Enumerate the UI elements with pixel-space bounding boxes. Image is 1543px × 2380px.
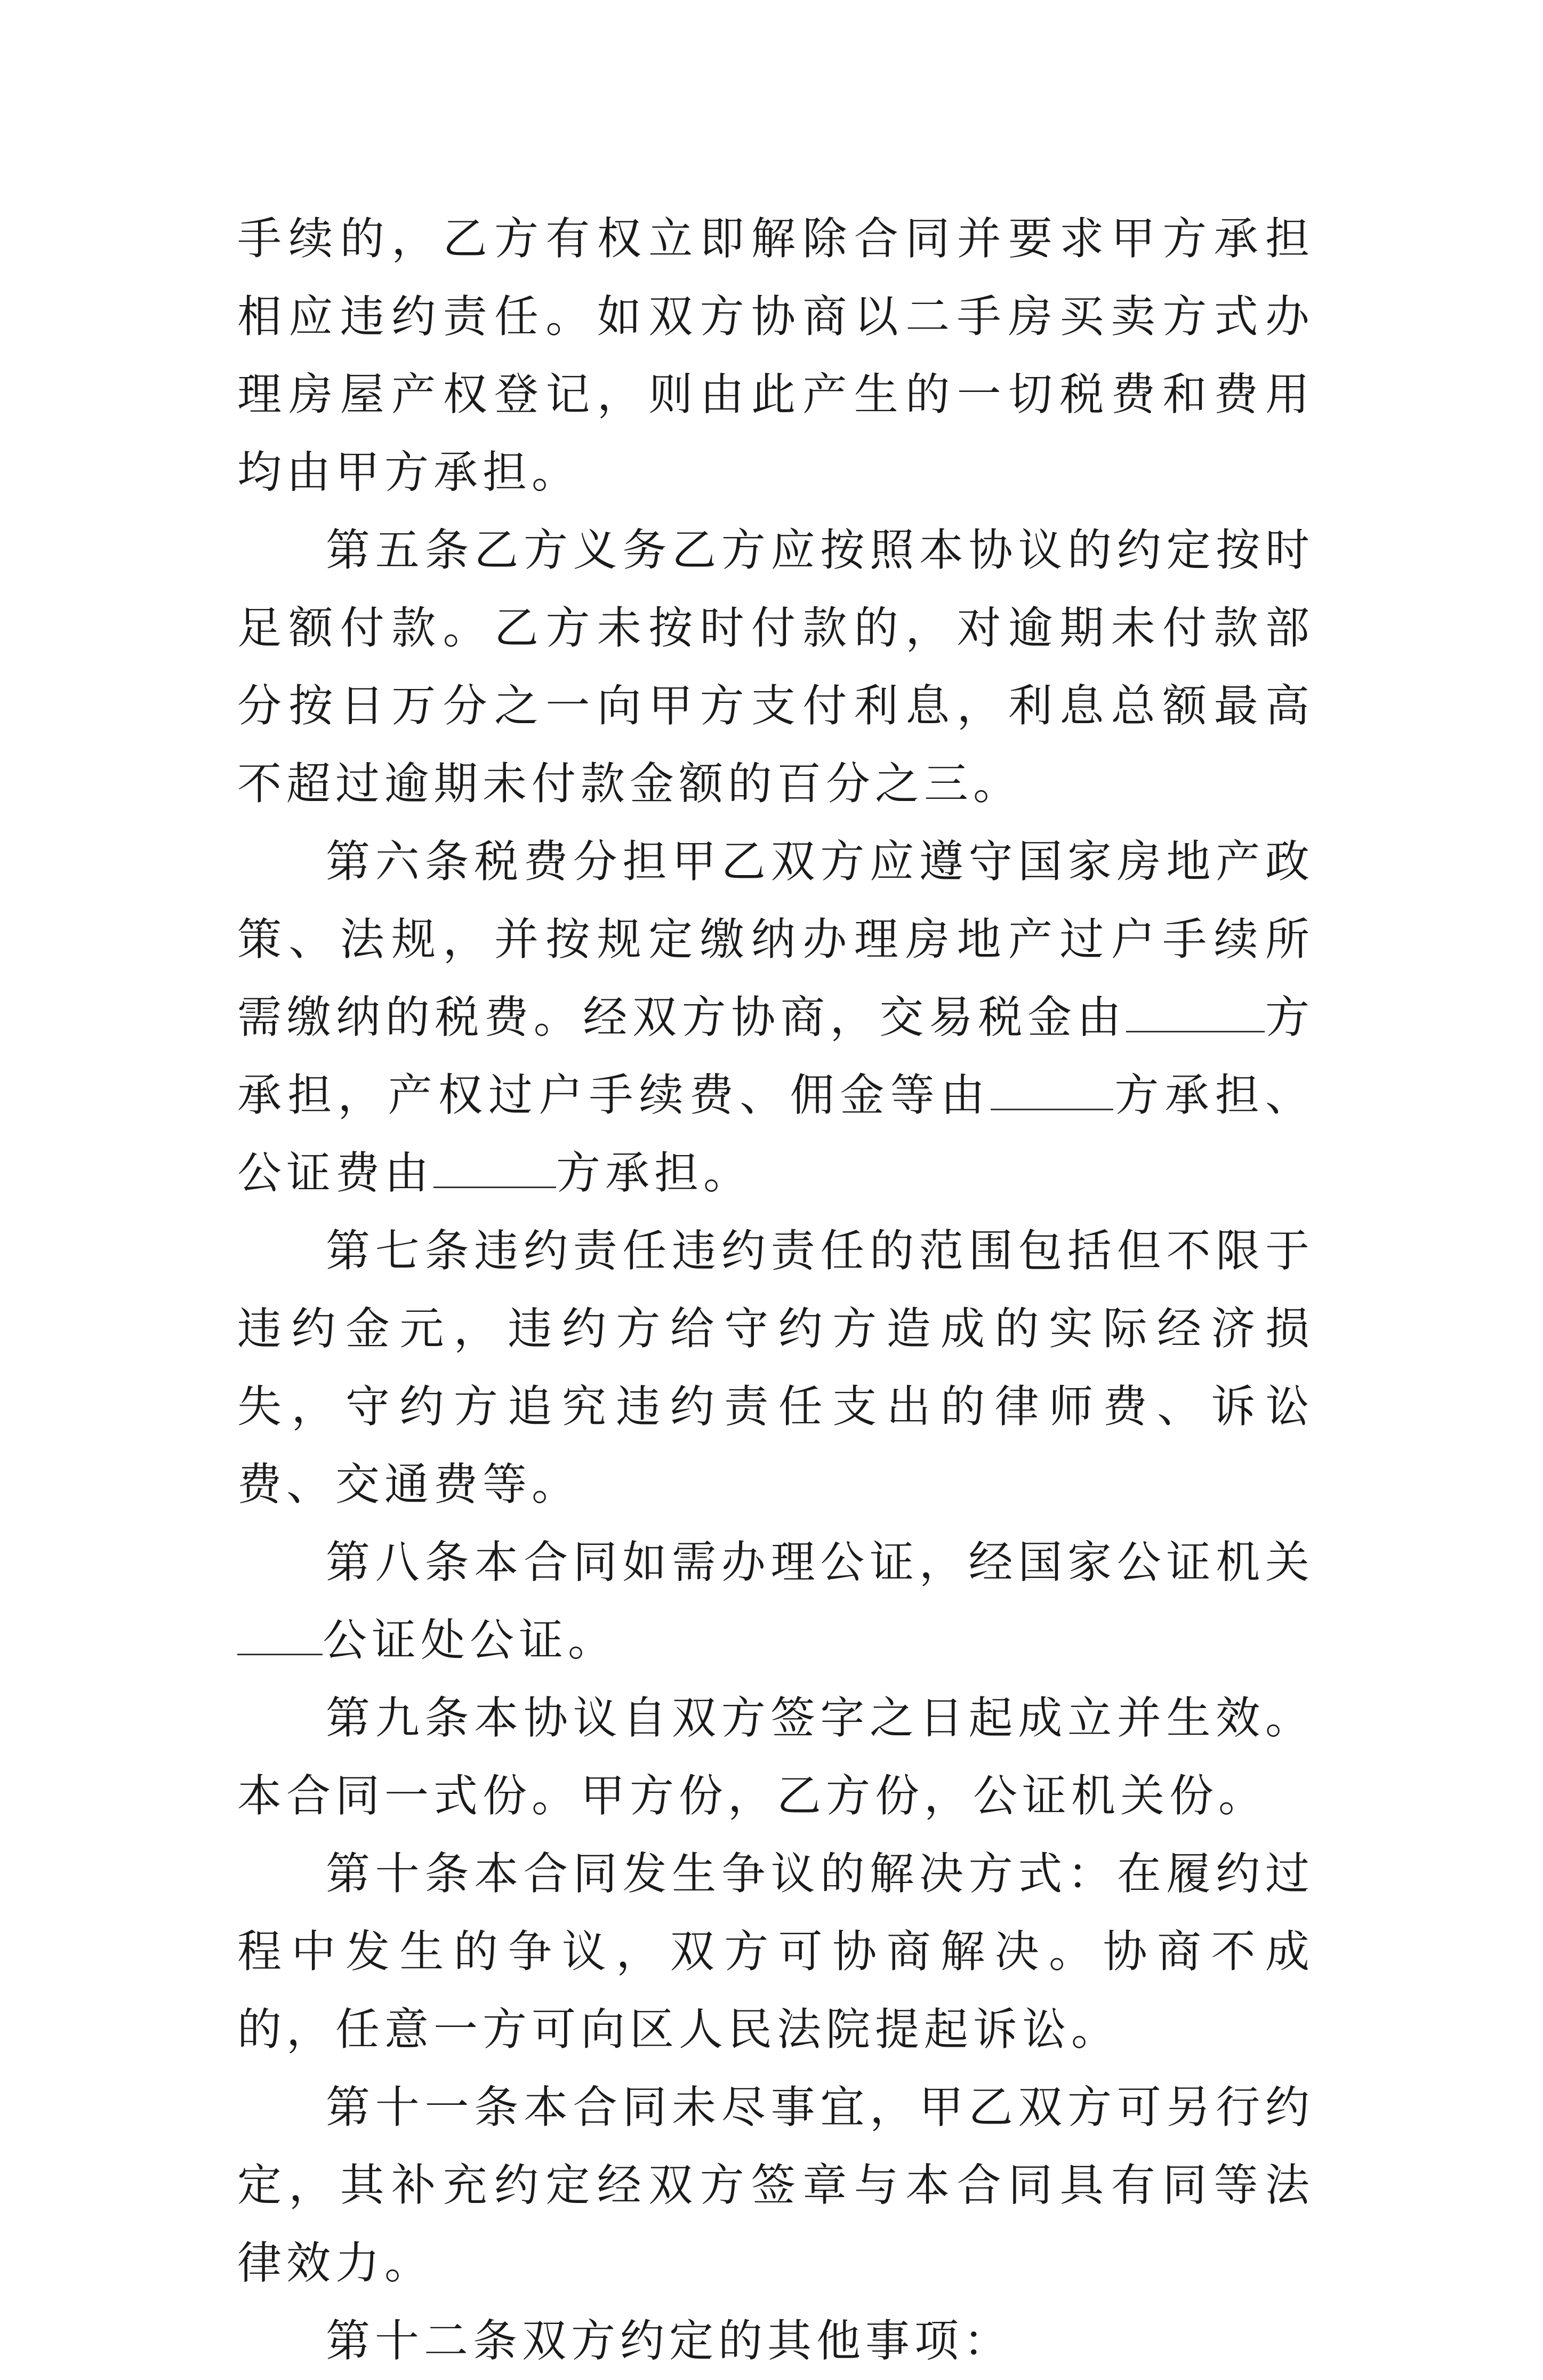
document-body [237, 200, 1314, 2380]
fill-blank-tax-party [1126, 993, 1265, 1032]
article-8-text-b: 公证处公证。 [323, 1614, 617, 1666]
fill-blank-notary-office [237, 1616, 323, 1655]
paragraph-article-9: 第九条本协议自双方签字之日起成立并生效。本合同一式份。甲方份，乙方份，公证机关份。 [237, 1692, 1314, 1822]
paragraph-article-5: 第五条乙方义务乙方应按照本协议的约定按时足额付款。乙方未按时付款的，对逾期未付款部分按日万分之一向甲方支付利息，利息总额最高不超过逾期未付款金额的百分之三。 [237, 524, 1314, 810]
paragraph-continuation: 手续的，乙方有权立即解除合同并要求甲方承担相应违约责任。如双方协商以二手房买卖方式办理房屋产权登记，则由此产生的一切税费和费用均由甲方承担。 [237, 213, 1314, 498]
article-6-text-c: 方承担、公证费由 [237, 1069, 1315, 1199]
paragraph-article-10: 第十条本合同发生争议的解决方式：在履约过程中发生的争议，双方可协商解决。协商不成的，任意一方可向区人民法院提起诉讼。 [237, 1848, 1314, 2055]
fill-blank-notary-party [433, 1149, 556, 1188]
article-6-text-b: 方承担，产权过户手续费、佣金等由 [237, 991, 1315, 1121]
paragraph-article-11: 第十一条本合同未尽事宜，甲乙双方可另行约定，其补充约定经双方签章与本合同具有同等法律效力。 [237, 2081, 1314, 2289]
article-8-text-a: 第八条本合同如需办理公证，经国家公证机关 [326, 1536, 1314, 1588]
article-6-text-a: 第六条税费分担甲乙双方应遵守国家房地产政策、法规，并按规定缴纳办理房地产过户手续所需缴纳的税费。经双方协商，交易税金由 [237, 836, 1314, 1043]
fill-blank-fee-party [991, 1071, 1113, 1110]
article-6-text-d: 方承担。 [556, 1147, 752, 1199]
paragraph-article-12: 第十二条双方约定的其他事项： [326, 2315, 1012, 2367]
paragraph-article-6 [237, 823, 1314, 1212]
paragraph-article-8 [237, 1524, 1314, 1679]
paragraph-article-7: 第七条违约责任违约责任的范围包括但不限于违约金元，违约方给守约方造成的实际经济损失，守约方追究违约责任支出的律师费、诉讼费、交通费等。 [237, 1225, 1314, 1510]
